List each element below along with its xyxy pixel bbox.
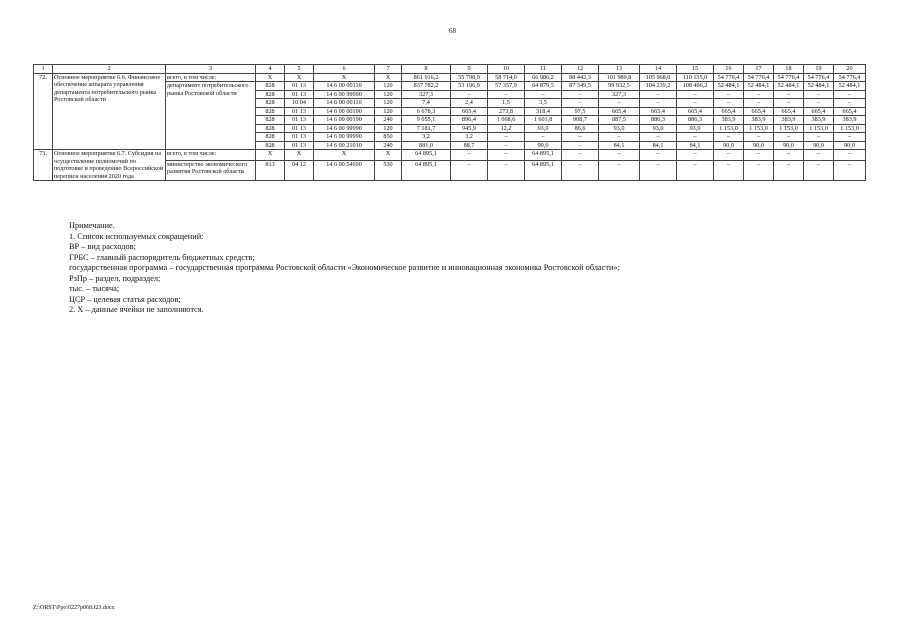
amount-cell: 1 153,0 xyxy=(834,124,866,133)
column-number-19: 19 xyxy=(804,65,834,74)
amount-cell: – xyxy=(774,160,804,180)
column-number-7: 7 xyxy=(375,65,402,74)
amount-cell: – xyxy=(562,141,599,150)
code-cell-c6: 14 6 00 00110 xyxy=(314,99,375,108)
amount-cell: – xyxy=(451,160,488,180)
amount-cell: – xyxy=(562,150,599,161)
amount-cell: 665,4 xyxy=(714,107,744,116)
amount-cell: – xyxy=(677,99,714,108)
column-number-13: 13 xyxy=(599,65,640,74)
code-cell-c6: X xyxy=(314,150,375,161)
note-line: РзПр – раздел, подраздел; xyxy=(69,273,161,283)
amount-cell: 1 153,0 xyxy=(774,124,804,133)
note-line: 1. Список используемых сокращений: xyxy=(69,231,204,241)
row-number: 73. xyxy=(34,150,53,181)
amount-cell: 3,2 xyxy=(402,133,451,142)
amount-cell: – xyxy=(488,141,525,150)
column-number-6: 6 xyxy=(314,65,375,74)
amount-cell: 86,6 xyxy=(562,124,599,133)
amount-cell: – xyxy=(525,133,562,142)
code-cell-c5: 10 04 xyxy=(285,99,314,108)
amount-cell: 93,0 xyxy=(599,124,640,133)
note-line: ГРБС – главный распорядитель бюджетных средств; xyxy=(69,252,255,262)
amount-cell: 88 442,3 xyxy=(562,73,599,82)
file-path-footer: Z:\ORST\Ppo\0227p068.f23.docx xyxy=(33,605,115,611)
code-cell-c7: 120 xyxy=(375,107,402,116)
code-cell-c4: 828 xyxy=(256,133,285,142)
amount-cell: 881,0 xyxy=(402,141,451,150)
column-number-14: 14 xyxy=(640,65,677,74)
code-cell-c6: 14 6 00 54690 xyxy=(314,160,375,180)
amount-cell: 54 776,4 xyxy=(744,73,774,82)
code-cell-c6: 14 6 00 00190 xyxy=(314,107,375,116)
amount-cell: 861 916,2 xyxy=(402,73,451,82)
code-cell-c4: X xyxy=(256,150,285,161)
column-number-4: 4 xyxy=(256,65,285,74)
amount-cell: – xyxy=(640,133,677,142)
amount-cell: 105 968,0 xyxy=(640,73,677,82)
amount-cell: – xyxy=(525,90,562,99)
code-cell-c7: 120 xyxy=(375,124,402,133)
amount-cell: – xyxy=(834,150,866,161)
amount-cell: 52 484,1 xyxy=(714,82,744,91)
amount-cell: 88,7 xyxy=(451,141,488,150)
amount-cell: 93,0 xyxy=(640,124,677,133)
executor-cell: всего, в том числе: xyxy=(166,150,256,161)
amount-cell: 383,9 xyxy=(714,116,744,125)
amount-cell: 896,4 xyxy=(451,116,488,125)
amount-cell: 665,4 xyxy=(804,107,834,116)
code-cell-c7: 850 xyxy=(375,133,402,142)
code-cell-c5: X xyxy=(285,150,314,161)
amount-cell: 52 484,1 xyxy=(744,82,774,91)
amount-cell: 383,9 xyxy=(774,116,804,125)
code-cell-c6: 14 6 00 00190 xyxy=(314,116,375,125)
amount-cell: – xyxy=(804,150,834,161)
code-cell-c6: 14 6 00 99990 xyxy=(314,124,375,133)
amount-cell: 55 798,9 xyxy=(451,73,488,82)
column-number-8: 8 xyxy=(402,65,451,74)
amount-cell: 93,0 xyxy=(677,124,714,133)
amount-cell: 64 895,1 xyxy=(402,160,451,180)
amount-cell: – xyxy=(599,150,640,161)
code-cell-c5: X xyxy=(285,73,314,82)
amount-cell: 90,0 xyxy=(525,141,562,150)
amount-cell: 1,5 xyxy=(488,99,525,108)
amount-cell: – xyxy=(744,99,774,108)
amount-cell: 64 895,1 xyxy=(525,160,562,180)
amount-cell: 64 895,1 xyxy=(402,150,451,161)
amount-cell: 665,4 xyxy=(599,107,640,116)
executor-cell: всего, в том числе: xyxy=(166,73,256,82)
amount-cell: – xyxy=(488,90,525,99)
code-cell-c7: 240 xyxy=(375,141,402,150)
amount-cell: 54 776,4 xyxy=(774,73,804,82)
amount-cell: 53 196,9 xyxy=(451,82,488,91)
amount-cell: 327,3 xyxy=(599,90,640,99)
amount-cell: – xyxy=(804,90,834,99)
column-number-2: 2 xyxy=(53,65,166,74)
amount-cell: 1 153,0 xyxy=(804,124,834,133)
amount-cell: 886,3 xyxy=(677,116,714,125)
amount-cell: – xyxy=(744,90,774,99)
code-cell-c4: 828 xyxy=(256,99,285,108)
column-number-11: 11 xyxy=(525,65,562,74)
amount-cell: – xyxy=(804,99,834,108)
code-cell-c5: 01 13 xyxy=(285,133,314,142)
amount-cell: 101 989,8 xyxy=(599,73,640,82)
amount-cell: 84,1 xyxy=(677,141,714,150)
amount-cell: 108 406,2 xyxy=(677,82,714,91)
column-number-9: 9 xyxy=(451,65,488,74)
amount-cell: – xyxy=(744,150,774,161)
code-cell-c7: 120 xyxy=(375,82,402,91)
amount-cell: – xyxy=(488,150,525,161)
amount-cell: – xyxy=(599,133,640,142)
amount-cell: 52 484,1 xyxy=(774,82,804,91)
executor-cell: министерство экономического развития Ростовской области xyxy=(166,160,256,180)
code-cell-c5: 01 13 xyxy=(285,90,314,99)
page-number: 68 xyxy=(449,27,456,35)
amount-cell: – xyxy=(744,160,774,180)
activity-description: Основное мероприятие 6.7. Субсидия на осуществление полномочий по подготовке и проведению Всероссийской переписи населения 2020 года xyxy=(53,150,166,181)
amount-cell: 54 776,4 xyxy=(714,73,744,82)
code-cell-c4: 828 xyxy=(256,116,285,125)
column-number-10: 10 xyxy=(488,65,525,74)
budget-table xyxy=(33,64,866,181)
amount-cell: 665,4 xyxy=(834,107,866,116)
amount-cell: – xyxy=(677,160,714,180)
amount-cell: 84,1 xyxy=(599,141,640,150)
amount-cell: 104 239,2 xyxy=(640,82,677,91)
amount-cell: – xyxy=(774,99,804,108)
amount-cell: – xyxy=(804,160,834,180)
note-line: Примечание. xyxy=(69,221,115,230)
table-row xyxy=(34,73,866,82)
amount-cell: 1 153,0 xyxy=(714,124,744,133)
amount-cell: 93,0 xyxy=(525,124,562,133)
row-number: 72. xyxy=(34,73,53,150)
column-number-5: 5 xyxy=(285,65,314,74)
amount-cell: 1 601,8 xyxy=(525,116,562,125)
amount-cell: 3,2 xyxy=(451,133,488,142)
amount-cell: 57 357,9 xyxy=(488,82,525,91)
amount-cell: 58 714,0 xyxy=(488,73,525,82)
code-cell-c5: 04 12 xyxy=(285,160,314,180)
amount-cell: – xyxy=(714,99,744,108)
activity-description: Основное мероприятие 6.6. Финансовое обеспечение аппарата управления департамента потребительского рынка Ростовской области xyxy=(53,73,166,150)
amount-cell: – xyxy=(834,133,866,142)
code-cell-c7: X xyxy=(375,73,402,82)
amount-cell: 2,4 xyxy=(451,99,488,108)
amount-cell: 886,3 xyxy=(640,116,677,125)
code-cell-c6: X xyxy=(314,73,375,82)
amount-cell: 1 153,0 xyxy=(744,124,774,133)
amount-cell: 7 181,7 xyxy=(402,124,451,133)
amount-cell: – xyxy=(677,133,714,142)
amount-cell: – xyxy=(562,90,599,99)
amount-cell: – xyxy=(562,99,599,108)
amount-cell: 837 782,2 xyxy=(402,82,451,91)
amount-cell: 90,0 xyxy=(744,141,774,150)
amount-cell: – xyxy=(640,150,677,161)
note-line: ВР – вид расходов; xyxy=(69,242,136,251)
amount-cell: 90,0 xyxy=(804,141,834,150)
code-cell-c4: 828 xyxy=(256,107,285,116)
column-number-12: 12 xyxy=(562,65,599,74)
amount-cell: 9 055,1 xyxy=(402,116,451,125)
amount-cell: 665,4 xyxy=(451,107,488,116)
amount-cell: – xyxy=(774,133,804,142)
header-row xyxy=(34,65,866,74)
code-cell-c4: 828 xyxy=(256,141,285,150)
amount-cell: 6 678,3 xyxy=(402,107,451,116)
code-cell-c7: 120 xyxy=(375,90,402,99)
amount-cell: 87 349,5 xyxy=(562,82,599,91)
amount-cell: – xyxy=(834,90,866,99)
amount-cell: 52 484,1 xyxy=(804,82,834,91)
code-cell-c5: 01 13 xyxy=(285,107,314,116)
amount-cell: 7,4 xyxy=(402,99,451,108)
amount-cell: 52 484,1 xyxy=(834,82,866,91)
amount-cell: – xyxy=(834,160,866,180)
amount-cell: – xyxy=(640,90,677,99)
table-row xyxy=(34,150,866,161)
amount-cell: 12,2 xyxy=(488,124,525,133)
code-cell-c4: X xyxy=(256,73,285,82)
amount-cell: 327,3 xyxy=(402,90,451,99)
code-cell-c4: 828 xyxy=(256,124,285,133)
code-cell-c5: 01 13 xyxy=(285,141,314,150)
column-number-16: 16 xyxy=(714,65,744,74)
code-cell-c4: 813 xyxy=(256,160,285,180)
code-cell-c4: 828 xyxy=(256,82,285,91)
amount-cell: 90,0 xyxy=(714,141,744,150)
amount-cell: 64 879,5 xyxy=(525,82,562,91)
amount-cell: – xyxy=(451,90,488,99)
amount-cell: – xyxy=(677,90,714,99)
note-line: ЦСР – целевая статья расходов; xyxy=(69,294,181,304)
amount-cell: – xyxy=(714,160,744,180)
column-number-1: 1 xyxy=(34,65,53,74)
amount-cell: – xyxy=(640,99,677,108)
code-cell-c6: 14 6 00 99990 xyxy=(314,90,375,99)
code-cell-c7: X xyxy=(375,150,402,161)
amount-cell: – xyxy=(714,133,744,142)
amount-cell: 66 986,2 xyxy=(525,73,562,82)
amount-cell: 665,4 xyxy=(677,107,714,116)
code-cell-c7: 240 xyxy=(375,116,402,125)
amount-cell: – xyxy=(562,133,599,142)
amount-cell: 64 895,1 xyxy=(525,150,562,161)
amount-cell: – xyxy=(677,150,714,161)
amount-cell: 1 068,6 xyxy=(488,116,525,125)
amount-cell: 383,9 xyxy=(744,116,774,125)
code-cell-c6: 14 6 00 99990 xyxy=(314,133,375,142)
amount-cell: – xyxy=(488,160,525,180)
code-cell-c7: 530 xyxy=(375,160,402,180)
amount-cell: 54 776,4 xyxy=(834,73,866,82)
amount-cell: 273,8 xyxy=(488,107,525,116)
notes-section xyxy=(69,221,869,316)
note-line: государственная программа – государственная программа Ростовской области «Экономическое развитие и инновационная экономика Ростовской области»; xyxy=(69,263,620,272)
column-number-3: 3 xyxy=(166,65,256,74)
code-cell-c5: 01 13 xyxy=(285,124,314,133)
code-cell-c5: 01 13 xyxy=(285,116,314,125)
amount-cell: – xyxy=(714,150,744,161)
code-cell-c7: 120 xyxy=(375,99,402,108)
column-number-17: 17 xyxy=(744,65,774,74)
amount-cell: – xyxy=(488,133,525,142)
column-number-18: 18 xyxy=(774,65,804,74)
amount-cell: 3,5 xyxy=(525,99,562,108)
amount-cell: 665,4 xyxy=(640,107,677,116)
amount-cell: – xyxy=(744,133,774,142)
amount-cell: 945,9 xyxy=(451,124,488,133)
column-number-15: 15 xyxy=(677,65,714,74)
note-line: тыс. – тысяча; xyxy=(69,284,120,293)
amount-cell: 887,5 xyxy=(599,116,640,125)
amount-cell: – xyxy=(599,99,640,108)
amount-cell: 90,0 xyxy=(774,141,804,150)
amount-cell: 110 135,0 xyxy=(677,73,714,82)
amount-cell: – xyxy=(714,90,744,99)
amount-cell: – xyxy=(562,160,599,180)
code-cell-c5: 01 13 xyxy=(285,82,314,91)
amount-cell: 97,5 xyxy=(562,107,599,116)
amount-cell: – xyxy=(774,150,804,161)
amount-cell: – xyxy=(834,99,866,108)
amount-cell: 90,0 xyxy=(834,141,866,150)
code-cell-c6: 14 6 00 21010 xyxy=(314,141,375,150)
code-cell-c6: 14 6 00 00110 xyxy=(314,82,375,91)
amount-cell: 665,4 xyxy=(744,107,774,116)
amount-cell: 99 932,5 xyxy=(599,82,640,91)
amount-cell: 383,9 xyxy=(804,116,834,125)
note-line: 2. X – данные ячейки не заполняются. xyxy=(69,305,204,314)
amount-cell: 54 776,4 xyxy=(804,73,834,82)
column-number-20: 20 xyxy=(834,65,866,74)
code-cell-c4: 828 xyxy=(256,90,285,99)
amount-cell: – xyxy=(774,90,804,99)
executor-cell: департамент потребительского рынка Ростовской области xyxy=(166,82,256,150)
amount-cell: – xyxy=(451,150,488,161)
amount-cell: 383,9 xyxy=(834,116,866,125)
amount-cell: 84,1 xyxy=(640,141,677,150)
amount-cell: – xyxy=(640,160,677,180)
amount-cell: 908,7 xyxy=(562,116,599,125)
amount-cell: 318,4 xyxy=(525,107,562,116)
amount-cell: – xyxy=(599,160,640,180)
amount-cell: – xyxy=(804,133,834,142)
amount-cell: 665,4 xyxy=(774,107,804,116)
